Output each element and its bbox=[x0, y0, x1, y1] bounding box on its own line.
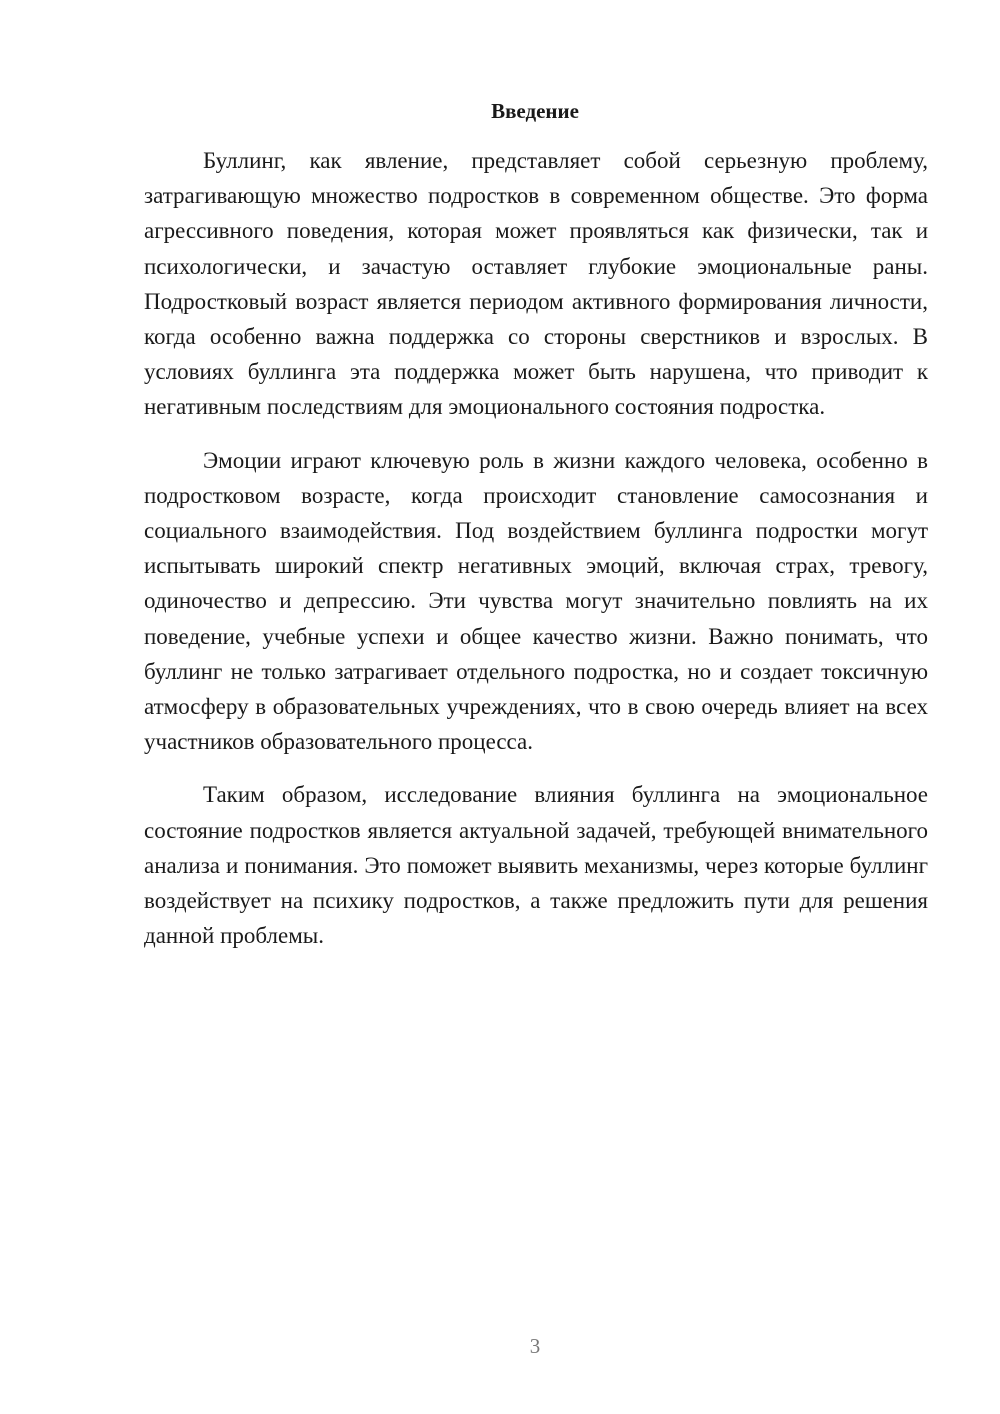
page-title: Введение bbox=[491, 99, 579, 123]
paragraph-2: Эмоции играют ключевую роль в жизни каждого человека, особенно в подростковом возрасте, когда происходит становление самосознания и социального взаимодействия. Под воздействием буллинга подростки могут испытывать широкий спектр негативных эмоций, включая страх, тревогу, одиночество и депрессию. Эти чувства могут значительно повлиять на их поведение, учебные успехи и общее качество жизни. Важно понимать, что буллинг не только затрагивает отдельного подростка, но и создает токсичную атмосферу в образовательных учреждениях, что в свою очередь влияет на всех участников образовательного процесса. bbox=[144, 447, 928, 755]
paragraph-3: Таким образом, исследование влияния буллинга на эмоциональное состояние подростков является актуальной задачей, требующей внимательного анализа и понимания. Это поможет выявить механизмы, через которые буллинг воздействует на психику подростков, а также предложить пути для решения данной проблемы. bbox=[144, 782, 928, 949]
document-body bbox=[144, 143, 928, 953]
paragraph-1: Буллинг, как явление, представляет собой серьезную проблему, затрагивающую множество подростков в современном обществе. Это форма агрессивного поведения, которая может проявляться как физически, так и психологически, и зачастую оставляет глубокие эмоциональные раны. Подростковый возраст является периодом активного формирования личности, когда особенно важна поддержка со стороны сверстников и взрослых. В условиях буллинга эта поддержка может быть нарушена, что приводит к негативным последствиям для эмоционального состояния подростка. bbox=[144, 148, 928, 420]
page-number: 3 bbox=[529, 1334, 541, 1358]
